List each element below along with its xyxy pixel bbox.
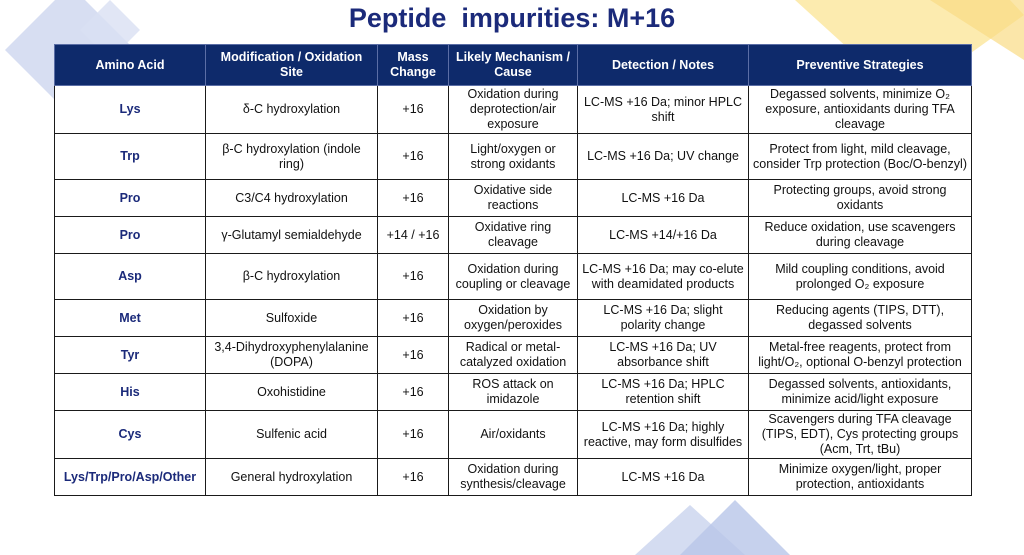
cell-amino-acid: Pro xyxy=(55,217,206,254)
table-row xyxy=(55,180,972,217)
cell-modification: 3,4-Dihydroxyphenylalanine (DOPA) xyxy=(206,337,378,374)
cell-detection: LC-MS +14/+16 Da xyxy=(578,217,749,254)
header-preventive-strategies: Preventive Strategies xyxy=(749,45,972,86)
cell-detection: LC-MS +16 Da; HPLC retention shift xyxy=(578,374,749,411)
cell-modification: γ-Glutamyl semialdehyde xyxy=(206,217,378,254)
table-row xyxy=(55,134,972,180)
table-row xyxy=(55,411,972,459)
cell-modification: Oxohistidine xyxy=(206,374,378,411)
cell-prevention: Degassed solvents, antioxidants, minimize acid/light exposure xyxy=(749,374,972,411)
cell-detection: LC-MS +16 Da xyxy=(578,180,749,217)
cell-mechanism: Oxidation during synthesis/cleavage xyxy=(449,459,578,496)
cell-prevention: Mild coupling conditions, avoid prolonged O₂ exposure xyxy=(749,254,972,300)
cell-mechanism: Oxidation by oxygen/peroxides xyxy=(449,300,578,337)
cell-detection: LC-MS +16 Da; highly reactive, may form disulfides xyxy=(578,411,749,459)
cell-detection: LC-MS +16 Da xyxy=(578,459,749,496)
header-modification-site: Modification / Oxidation Site xyxy=(206,45,378,86)
cell-prevention: Scavengers during TFA cleavage (TIPS, EDT), Cys protecting groups (Acm, Trt, tBu) xyxy=(749,411,972,459)
cell-detection: LC-MS +16 Da; UV change xyxy=(578,134,749,180)
cell-detection: LC-MS +16 Da; slight polarity change xyxy=(578,300,749,337)
cell-amino-acid: Met xyxy=(55,300,206,337)
cell-modification: General hydroxylation xyxy=(206,459,378,496)
cell-mass-change: +16 xyxy=(378,374,449,411)
cell-modification: β-C hydroxylation xyxy=(206,254,378,300)
cell-mechanism: Oxidation during deprotection/air exposure xyxy=(449,86,578,134)
cell-mass-change: +16 xyxy=(378,411,449,459)
table-row xyxy=(55,374,972,411)
cell-mass-change: +16 xyxy=(378,337,449,374)
cell-prevention: Protect from light, mild cleavage, consider Trp protection (Boc/O-benzyl) xyxy=(749,134,972,180)
cell-detection: LC-MS +16 Da; may co-elute with deamidated products xyxy=(578,254,749,300)
cell-amino-acid: Lys xyxy=(55,86,206,134)
cell-mass-change: +16 xyxy=(378,254,449,300)
cell-mass-change: +16 xyxy=(378,459,449,496)
table-row xyxy=(55,217,972,254)
cell-detection: LC-MS +16 Da; UV absorbance shift xyxy=(578,337,749,374)
cell-mass-change: +16 xyxy=(378,86,449,134)
cell-amino-acid: Asp xyxy=(55,254,206,300)
table-row xyxy=(55,254,972,300)
header-mechanism-cause: Likely Mechanism / Cause xyxy=(449,45,578,86)
cell-mass-change: +16 xyxy=(378,300,449,337)
cell-amino-acid: Pro xyxy=(55,180,206,217)
cell-amino-acid: His xyxy=(55,374,206,411)
cell-amino-acid: Cys xyxy=(55,411,206,459)
cell-prevention: Protecting groups, avoid strong oxidants xyxy=(749,180,972,217)
cell-modification: C3/C4 hydroxylation xyxy=(206,180,378,217)
cell-amino-acid: Tyr xyxy=(55,337,206,374)
cell-prevention: Degassed solvents, minimize O₂ exposure, antioxidants during TFA cleavage xyxy=(749,86,972,134)
table-row xyxy=(55,459,972,496)
cell-mass-change: +14 / +16 xyxy=(378,217,449,254)
table-row xyxy=(55,86,972,134)
cell-mass-change: +16 xyxy=(378,180,449,217)
cell-mass-change: +16 xyxy=(378,134,449,180)
cell-modification: Sulfenic acid xyxy=(206,411,378,459)
header-detection-notes: Detection / Notes xyxy=(578,45,749,86)
cell-mechanism: ROS attack on imidazole xyxy=(449,374,578,411)
cell-mechanism: Air/oxidants xyxy=(449,411,578,459)
cell-mechanism: Light/oxygen or strong oxidants xyxy=(449,134,578,180)
cell-prevention: Reducing agents (TIPS, DTT), degassed solvents xyxy=(749,300,972,337)
cell-detection: LC-MS +16 Da; minor HPLC shift xyxy=(578,86,749,134)
cell-modification: β-C hydroxylation (indole ring) xyxy=(206,134,378,180)
table-header-row xyxy=(55,45,972,86)
header-amino-acid: Amino Acid xyxy=(55,45,206,86)
cell-mechanism: Oxidation during coupling or cleavage xyxy=(449,254,578,300)
cell-prevention: Metal-free reagents, protect from light/O₂, optional O-benzyl protection xyxy=(749,337,972,374)
header-mass-change: Mass Change xyxy=(378,45,449,86)
cell-modification: δ-C hydroxylation xyxy=(206,86,378,134)
cell-modification: Sulfoxide xyxy=(206,300,378,337)
cell-mechanism: Oxidative side reactions xyxy=(449,180,578,217)
cell-amino-acid: Lys/Trp/Pro/Asp/Other xyxy=(55,459,206,496)
table-row xyxy=(55,300,972,337)
table-row xyxy=(55,337,972,374)
page-title: Peptide impurities: M+16 xyxy=(348,3,676,33)
impurities-table xyxy=(54,44,972,496)
cell-mechanism: Oxidative ring cleavage xyxy=(449,217,578,254)
cell-prevention: Reduce oxidation, use scavengers during cleavage xyxy=(749,217,972,254)
cell-mechanism: Radical or metal-catalyzed oxidation xyxy=(449,337,578,374)
cell-prevention: Minimize oxygen/light, proper protection, antioxidants xyxy=(749,459,972,496)
cell-amino-acid: Trp xyxy=(55,134,206,180)
